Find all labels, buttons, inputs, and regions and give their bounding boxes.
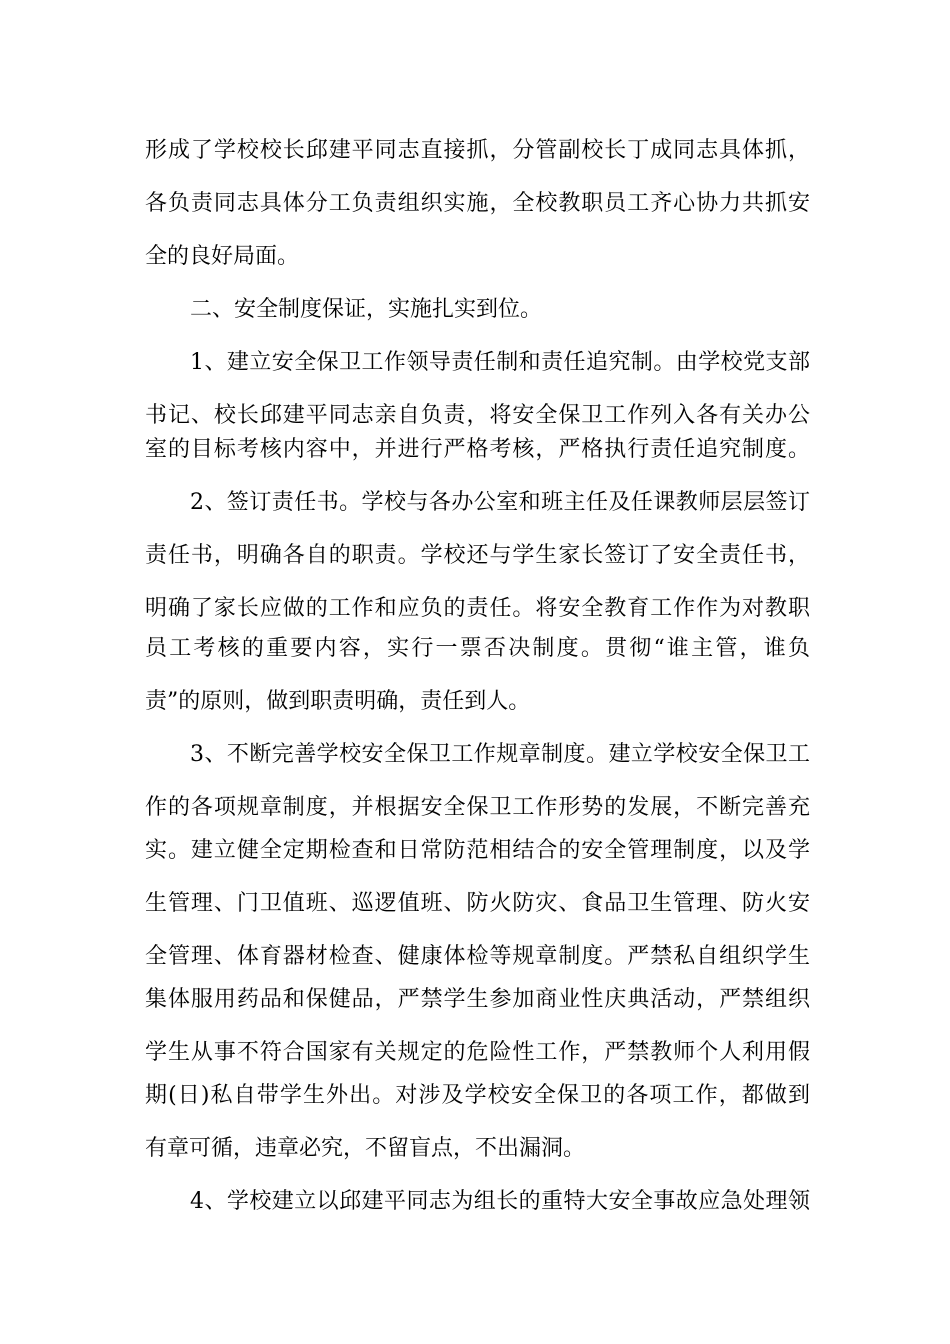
- text-line: 书记、校长邱建平同志亲自负责，将安全保卫工作列入各有关办公: [145, 403, 810, 428]
- text-line: 室的目标考核内容中，并进行严格考核，严格执行责任追究制度。: [145, 437, 810, 462]
- text-line: 作的各项规章制度，并根据安全保卫工作形势的发展，不断完善充: [145, 795, 810, 820]
- text-line: 全的良好局面。: [145, 244, 300, 269]
- text-line: 责”的原则，做到职责明确，责任到人。: [145, 689, 531, 714]
- text-line: 全管理、体育器材检查、健康体检等规章制度。严禁私自组织学生: [145, 944, 810, 969]
- text-line: 形成了学校校长邱建平同志直接抓，分管副校长丁成同志具体抓，: [145, 138, 810, 163]
- text-line: 集体服用药品和保健品，严禁学生参加商业性庆典活动，严禁组织: [145, 987, 810, 1012]
- text-line: 有章可循，违章必究，不留盲点，不出漏洞。: [145, 1136, 586, 1161]
- text-line: 1、建立安全保卫工作领导责任制和责任追究制。由学校党支部: [190, 350, 810, 375]
- text-line: 2、签订责任书。学校与各办公室和班主任及任课教师层层签订: [190, 490, 810, 515]
- text-line: 学生从事不符合国家有关规定的危险性工作，严禁教师个人利用假: [145, 1040, 810, 1065]
- text-line: 责任书，明确各自的职责。学校还与学生家长签订了安全责任书，: [145, 543, 810, 568]
- text-line: 明确了家长应做的工作和应负的责任。将安全教育工作作为对教职: [145, 596, 810, 621]
- text-line: 3、不断完善学校安全保卫工作规章制度。建立学校安全保卫工: [190, 742, 810, 767]
- text-line: 4、学校建立以邱建平同志为组长的重特大安全事故应急处理领: [190, 1189, 810, 1214]
- section-heading: 二、安全制度保证，实施扎实到位。: [190, 297, 543, 322]
- text-line: 期(日)私自带学生外出。对涉及学校安全保卫的各项工作，都做到: [145, 1083, 810, 1108]
- text-line: 生管理、门卫值班、巡逻值班、防火防灾、食品卫生管理、防火安: [145, 891, 810, 916]
- text-line: 各负责同志具体分工负责组织实施，全校教职员工齐心协力共抓安: [145, 191, 810, 216]
- text-line: 员工考核的重要内容，实行一票否决制度。贯彻“谁主管，谁负: [145, 636, 810, 661]
- text-line: 实。建立健全定期检查和日常防范相结合的安全管理制度，以及学: [145, 838, 810, 863]
